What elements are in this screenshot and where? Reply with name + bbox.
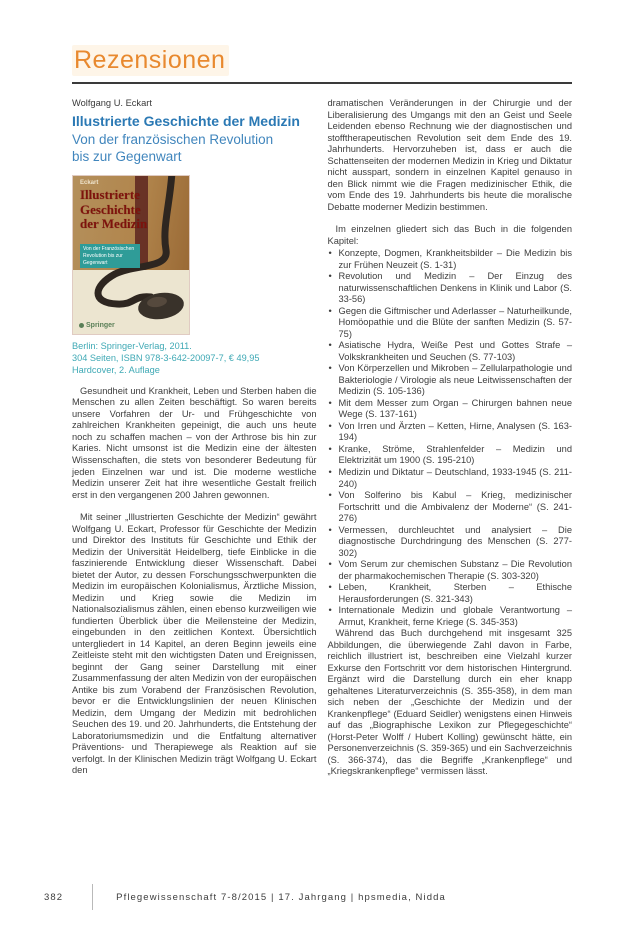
cover-author-text: Eckart	[80, 180, 99, 187]
left-column-text	[72, 386, 317, 777]
chapter-item: • Kranke, Ströme, Strahlenfelder – Medizin und Elektrizität um 1900 (S. 195-210)	[328, 444, 573, 467]
book-subtitle: Von der französischen Revolution bis zur Gegenwart	[72, 132, 274, 164]
chapter-item: • Von Körperzellen und Mikroben – Zellularpathologie und Bakteriologie / Virologie als neue Leitwissenschaften der Medizin (S. 105-136)	[328, 363, 573, 398]
publication-line: 304 Seiten, ISBN 978-3-642-20097-7, € 49,95	[72, 352, 260, 363]
book-title: Illustrierte Geschichte der Medizin	[72, 113, 300, 129]
review-author: Wolfgang U. Eckart	[72, 98, 152, 108]
paragraph: dramatischen Veränderungen in der Chirurgie und der Liberalisierung des Umgangs mit den an Geist und Seele Leidenden ebenso Rechnung wie der diagnostischen und stofftherapeutischen Revolution seit dem Ende des 19. Jahrhunderts. Hervorzuheben ist, dass er auch die Schattenseiten der modernen Medizin in Krieg und Diktatur nicht ausspart, sondern in einzelnen Kapitel genauso in den Blick nimmt wie die Fragen medizinischer Ethik, die vom Ende des 19. Jahrhunderts bis heute die moralische Debatte moderner Medizin bestimmen.	[327, 98, 572, 212]
chapter-item: • Vom Serum zur chemischen Substanz – Die Revolution der pharmakochemischen Therapie (S. 303-320)	[328, 559, 573, 582]
springer-logo: Springer	[79, 322, 115, 329]
chapter-item: • Von Irren und Ärzten – Ketten, Hirne, Analysen (S. 163-194)	[328, 421, 573, 444]
chapter-item: • Von Solferino bis Kabul – Krieg, medizinischer Fortschritt und die Ambivalenz der Moderne“ (S. 241-276)	[328, 490, 573, 525]
cover-subtitle-box: Von der Französischen Revolution bis zur Gegenwart	[80, 244, 140, 268]
paragraph: Mit seiner „Illustrierten Geschichte der Medizin“ gewährt Wolfgang U. Eckart, Professor für Geschichte der Medizin und Direktor des Instituts für Geschichte und Ethik der Medizin der Universität Heidelberg, tiefe Einblicke in die faszinierende Entwicklung dieser Wissenschaft. Dabei bietet der Autor, zu dessen Forschungsschwerpunkten die Medizin im europäischen Kolonialismus, Ärztliche Mission, Medizin und Krieg sowie die Medizin im Nationalsozialismus zählen, einen ebenso kurzweiligen wie fundierten Überblick über die Meilensteine der Medizin, eingebunden in den zeitlichen Kontext. Übersichtlich untergliedert in 14 Kapitel, an deren Beginn jeweils eine Zeitleiste steht mit den wichtigsten Daten und Ereignissen, beginnt der Gang seiner Darstellung mit einer Zusammenfassung der alten Medizin von der europäischen Antike bis zum Vorabend der Französischen Revolution, bevor er die Entwicklungslinien der neuen Klinischen Medizin, dem Umgang der Medizin mit bedrohlichen Seuchen des 19. und 20. Jahrhunderts, die Entstehung der Laboratoriumsmedizin und die Entfaltung alternativer Präventions- und Therapiewege als Reaktion auf sie verfolgt. In der Klinischen Medizin trägt Wolfgang U. Eckart den	[72, 512, 317, 776]
chapter-item: • Internationale Medizin und globale Verantwortung – Armut, Krankheit, ferne Kriege (S. 345-353)	[328, 605, 573, 628]
chapter-item: • Vermessen, durchleuchtet und analysiert – Die diagnostische Durchdringung des Menschen (S. 277-302)	[328, 525, 573, 560]
header-divider	[72, 82, 572, 84]
footer-page-number: 382	[44, 891, 64, 903]
publication-info	[72, 341, 317, 377]
paragraph: Gesundheit und Krankheit, Leben und Sterben haben die Menschen zu allen Zeiten beschäftigt. So waren bereits unsere Vorfahren der Ur- und Frühgeschichte von zahlreichen Krankheiten gepeinigt, die auch uns heute noch zu schaffen machen – von der Arthrose bis hin zur Karies. Nicht umsonst ist die Medizin eine der ältesten Wissenschaften, die stets von besonderer Bedeutung für jeden Einzelnen war und ist. Die moderne westliche Medizin unserer Zeit hat ihre wesentliche Gestalt freilich erst in den vergangenen 200 Jahren gewonnen.	[72, 385, 317, 500]
footer-journal-line: Pflegewissenschaft 7-8/2015 | 17. Jahrgang | hpsmedia, Nidda	[116, 891, 446, 903]
chapter-item: • Gegen die Giftmischer und Aderlasser – Naturheilkunde, Homöopathie und die Blüte der sanften Medizin (S. 57-75)	[328, 306, 573, 341]
page-footer	[44, 884, 446, 910]
two-column-layout	[72, 98, 572, 778]
chapter-item: • Revolution und Medizin – Der Einzug des naturwissenschaftlichen Denkens in Klinik und Labor (S. 33-56)	[328, 271, 573, 306]
chapter-item: • Asiatische Hydra, Weiße Pest und Gottes Strafe – Volkskrankheiten und Seuchen (S. 77-103)	[328, 340, 573, 363]
footer-divider	[92, 884, 93, 910]
right-column	[328, 98, 573, 778]
cover-title-text: Illustrierte Geschichte der Medizin	[80, 187, 148, 232]
page-title: Rezensionen	[72, 46, 572, 75]
left-column	[72, 98, 317, 778]
right-column-text	[328, 98, 573, 778]
chapter-item: • Leben, Krankheit, Sterben – Ethische Herausforderungen (S. 321-343)	[328, 582, 573, 605]
chapter-list	[328, 248, 573, 628]
springer-logo-icon	[79, 323, 84, 328]
closing-paragraph: Während das Buch durchgehend mit insgesamt 325 Abbildungen, die überwiegende Zahl davon in Farbe, reichlich illustriert ist, beschreiben eine Vielzahl kurzer Exkurse den Fortschritt vor dem historischen Hintergrund. Ergänzt wird die Darstellung durch ein eher knapp gehaltenes Literaturverzeichnis (S. 355-358), in dem man sich neben der „Geschichte der Medizin und der Krankenpflege“ (Eduard Seidler) wenigstens einen Hinweis auf das „Biographische Lexikon zur Pflegegeschichte“ (Horst-Peter Wolff / Hubert Kolling) gewünscht hätte, ein Personenverzeichnis (S. 359-365) und ein Sachverzeichnis (S. 366-374), das die Begriffe „Krankenpflege“ und „Kriegskrankenpflege“ vermissen lässt.	[327, 628, 572, 777]
book-cover-image	[72, 175, 190, 335]
chapter-item: • Medizin und Diktatur – Deutschland, 1933-1945 (S. 211-240)	[328, 467, 573, 490]
chapter-item: • Konzepte, Dogmen, Krankheitsbilder – Die Medizin bis zur Frühen Neuzeit (S. 1-31)	[328, 248, 573, 271]
publication-line: Hardcover, 2. Auflage	[72, 364, 160, 375]
chapter-item: • Mit dem Messer zum Organ – Chirurgen bahnen neue Wege (S. 137-161)	[328, 398, 573, 421]
chapter-list-intro: Im einzelnen gliedert sich das Buch in die folgenden Kapitel:	[327, 224, 572, 246]
publication-line: Berlin: Springer-Verlag, 2011.	[72, 341, 192, 352]
